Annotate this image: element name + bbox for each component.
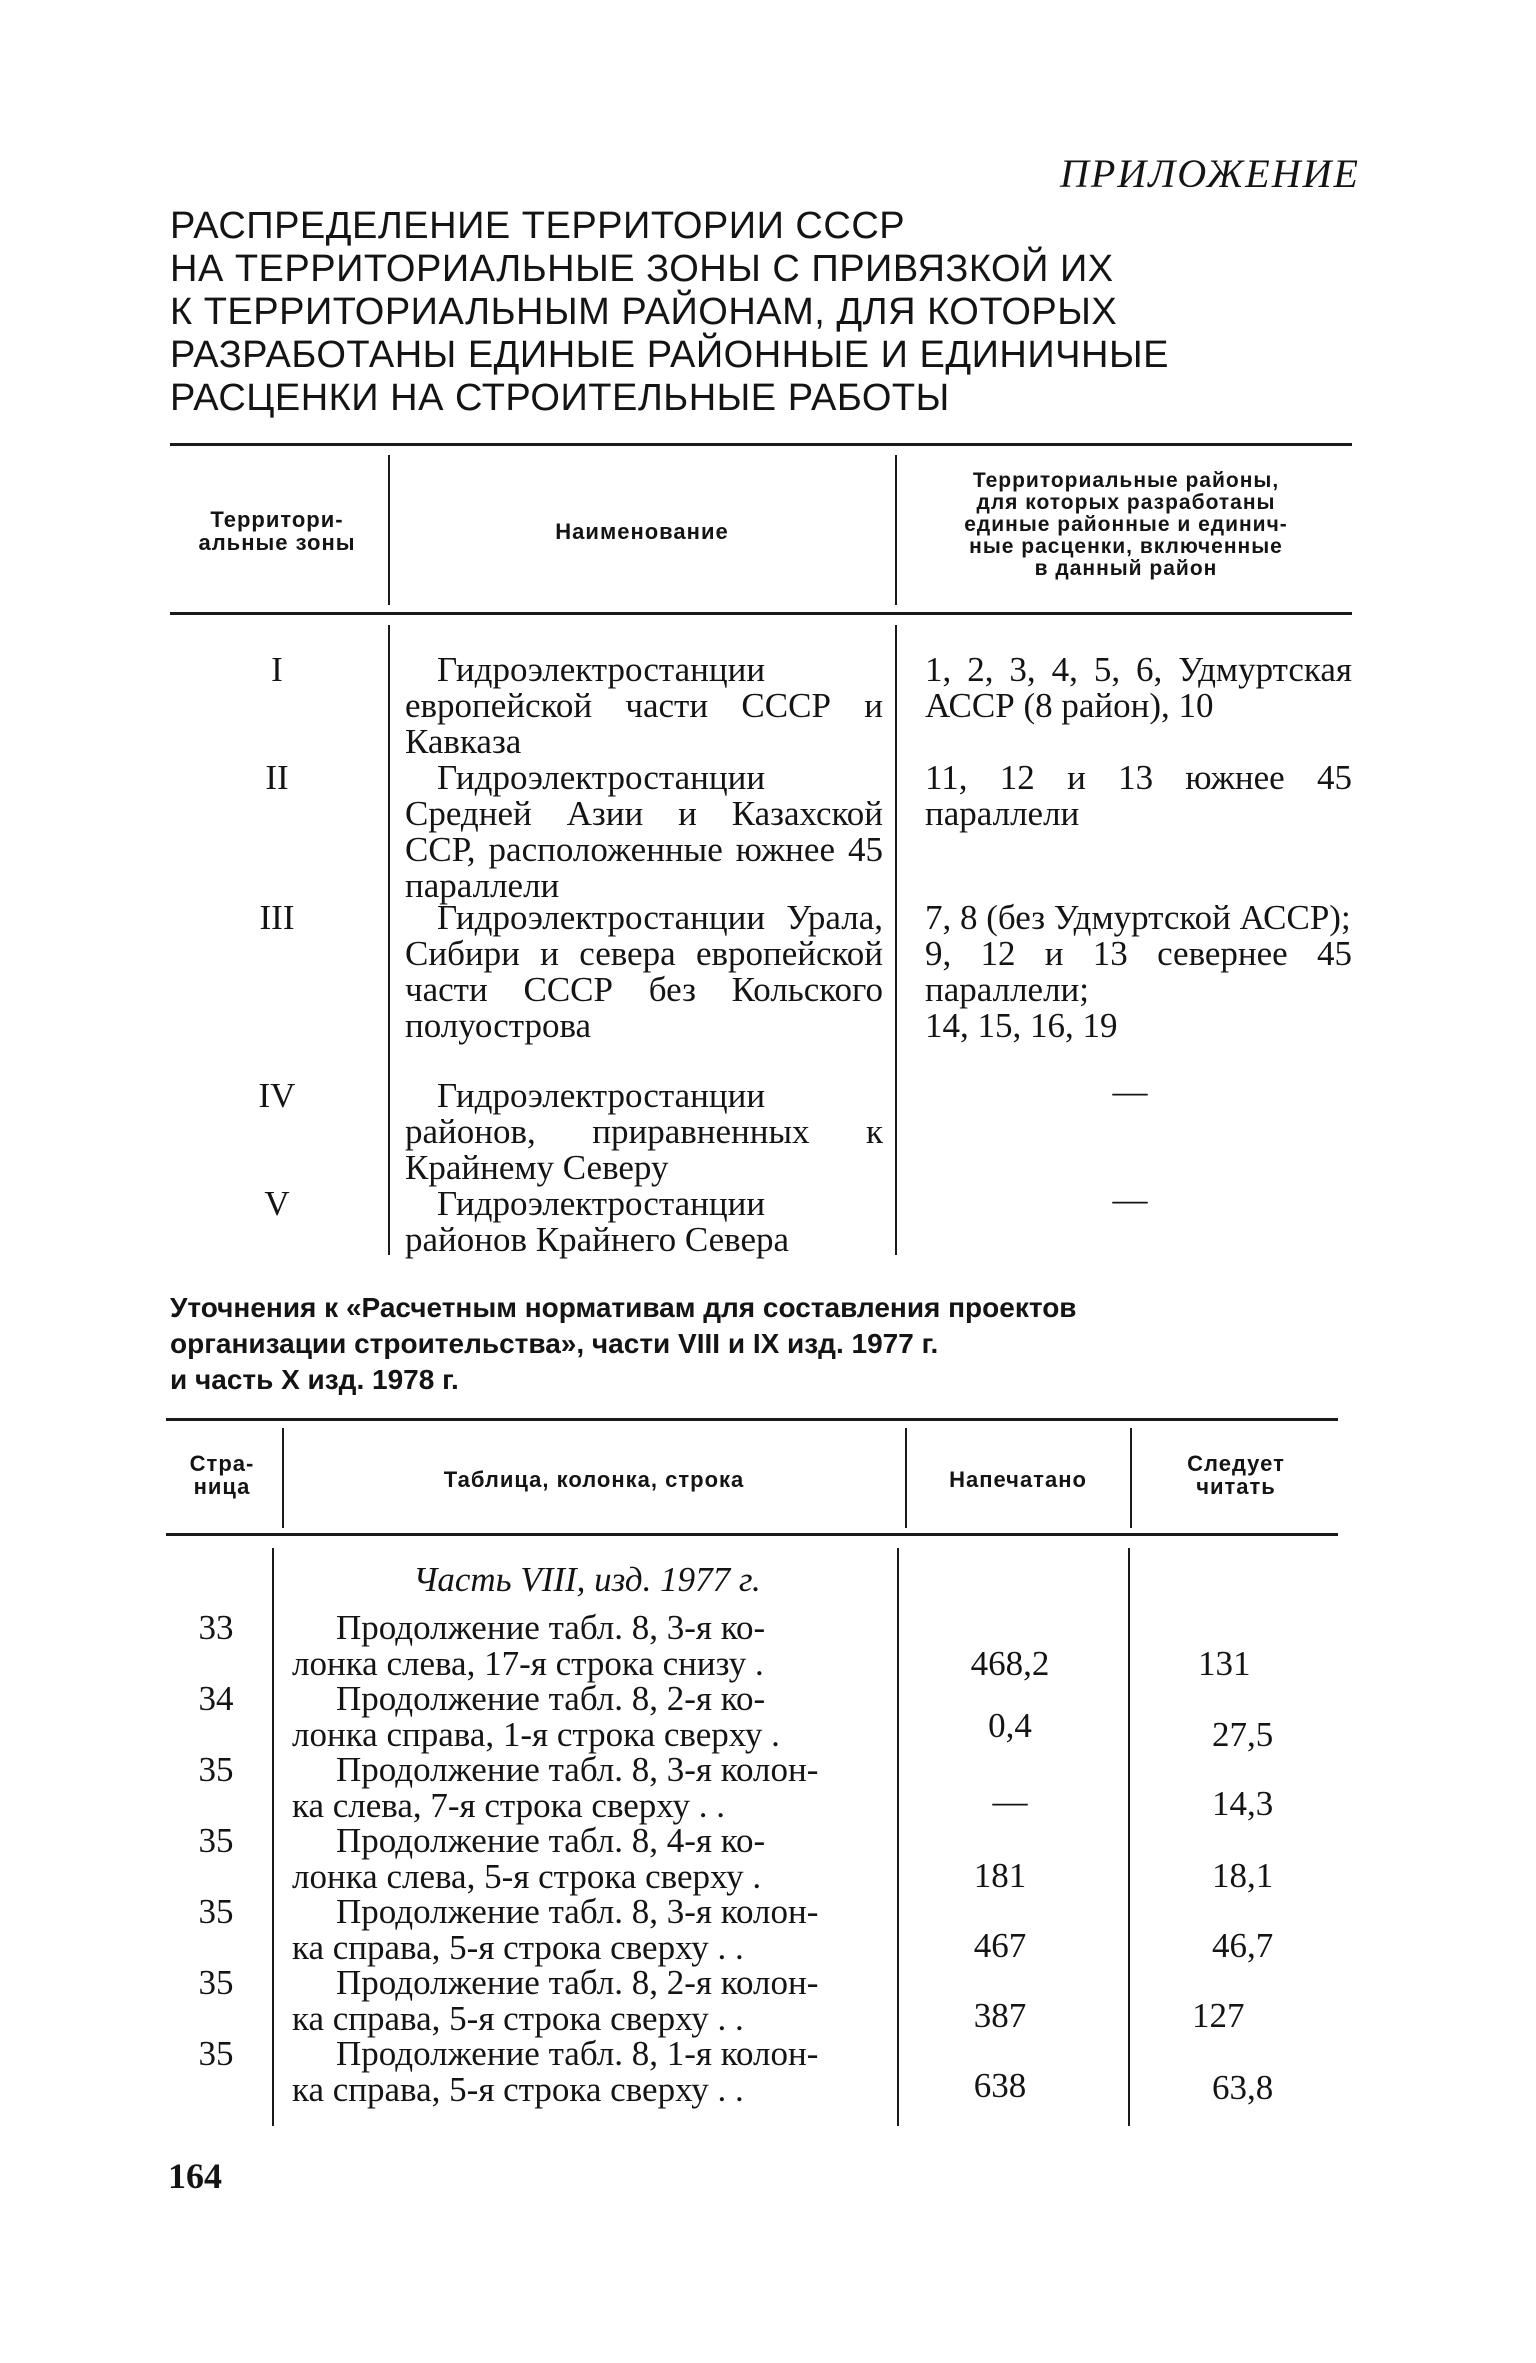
- errata-should-read: 46,7: [1212, 1926, 1274, 1965]
- column-divider: [895, 455, 897, 605]
- header-name: Наименование: [555, 519, 729, 544]
- errata-printed: 468,2: [970, 1644, 1050, 1683]
- location-line: Продолжение табл. 8, 2-я ко-: [336, 1679, 766, 1718]
- note-line: организации строительства», части VIII и IX изд. 1977 г.: [170, 1328, 939, 1359]
- errata-location: [292, 1965, 892, 2037]
- location-line: Продолжение табл. 8, 3-я колон-: [336, 1750, 819, 1789]
- title-line: РАСЦЕНКИ НА СТРОИТЕЛЬНЫЕ РАБОТЫ: [170, 377, 950, 419]
- errata-page: 34: [198, 1679, 234, 1718]
- location-line: Продолжение табл. 8, 1-я колон-: [336, 2034, 819, 2073]
- appendix-label: ПРИЛОЖЕНИЕ: [1060, 151, 1360, 196]
- zone-regions: 7, 8 (без Удмуртской АССР); 9, 12 и 13 севернее 45 параллели; 14, 15, 16, 19: [925, 898, 1352, 1045]
- page-number: 164: [168, 2156, 222, 2196]
- location-line: ка справа, 5-я строка сверху . .: [292, 2070, 744, 2109]
- location-line: лонка слева, 5-я строка сверху .: [292, 1857, 762, 1896]
- table-rule: [166, 1533, 1338, 1536]
- header-page: Стра- ница: [189, 1451, 255, 1499]
- errata-page: 35: [198, 1821, 234, 1860]
- location-line: Продолжение табл. 8, 4-я ко-: [336, 1821, 766, 1860]
- errata-note: [170, 1290, 1320, 1398]
- location-line: ка справа, 5-я строка сверху . .: [292, 1928, 744, 1967]
- column-divider: [895, 625, 897, 1255]
- page-title: [170, 205, 1370, 420]
- errata-location: [292, 1681, 892, 1753]
- errata-page: 35: [198, 2034, 234, 2073]
- errata-page: 35: [198, 1750, 234, 1789]
- header-regions: Территориальные районы, для которых разработаны единые районные и единич- ные расценки, включенные в данный район: [964, 469, 1288, 580]
- location-line: ка справа, 5-я строка сверху . .: [292, 1999, 744, 2038]
- location-line: лонка справа, 1-я строка сверху .: [292, 1715, 780, 1754]
- section-title: Часть VIII, изд. 1977 г.: [413, 1560, 761, 1599]
- errata-printed: 181: [973, 1856, 1027, 1895]
- errata-location: [292, 1610, 892, 1682]
- location-line: ка слева, 7-я строка сверху . .: [292, 1786, 725, 1825]
- errata-location: [292, 1752, 892, 1824]
- errata-printed: 638: [973, 2066, 1027, 2105]
- title-line: НА ТЕРРИТОРИАЛЬНЫЕ ЗОНЫ С ПРИВЯЗКОЙ ИХ: [170, 248, 1114, 290]
- errata-should-read: 14,3: [1212, 1784, 1274, 1823]
- errata-page: 35: [198, 1963, 234, 2002]
- location-line: Продолжение табл. 8, 2-я колон-: [336, 1963, 819, 2002]
- errata-should-read: 27,5: [1212, 1715, 1274, 1754]
- errata-should-read: 131: [1198, 1644, 1251, 1683]
- zone-regions: 1, 2, 3, 4, 5, 6, Удмуртская АССР (8 район), 10: [925, 650, 1352, 725]
- zone-name: Гидроэлектростанции районов, приравненных к Крайнему Северу: [405, 1076, 883, 1187]
- errata-should-read: 127: [1192, 1996, 1245, 2035]
- zone-number: IV: [258, 1076, 296, 1115]
- zone-number: I: [271, 650, 283, 689]
- header-should-read: Следует читать: [1187, 1451, 1285, 1499]
- column-divider: [282, 1428, 284, 1528]
- zone-regions: —: [1112, 1072, 1148, 1111]
- column-divider: [897, 1548, 899, 2126]
- column-divider: [1128, 1548, 1130, 2126]
- errata-printed: 387: [973, 1996, 1027, 2035]
- errata-should-read: 18,1: [1212, 1856, 1274, 1895]
- title-line: РАСПРЕДЕЛЕНИЕ ТЕРРИТОРИИ СССР: [170, 205, 906, 247]
- note-line: Уточнения к «Расчетным нормативам для составления проектов: [170, 1292, 1077, 1323]
- errata-page: 35: [198, 1892, 234, 1931]
- zone-number: II: [265, 758, 289, 797]
- errata-page: 33: [198, 1608, 234, 1647]
- zone-number: V: [264, 1184, 290, 1223]
- zone-regions: —: [1112, 1180, 1148, 1219]
- errata-printed: —: [992, 1782, 1028, 1821]
- errata-location: [292, 1894, 892, 1966]
- errata-printed: 0,4: [988, 1706, 1032, 1745]
- table-rule: [170, 443, 1352, 446]
- zone-regions: 11, 12 и 13 южнее 45 параллели: [925, 758, 1352, 833]
- column-divider: [388, 625, 390, 1255]
- header-zones: Территори- альные зоны: [198, 507, 356, 555]
- title-line: К ТЕРРИТОРИАЛЬНЫМ РАЙОНАМ, ДЛЯ КОТОРЫХ: [170, 291, 1118, 333]
- title-line: РАЗРАБОТАНЫ ЕДИНЫЕ РАЙОННЫЕ И ЕДИНИЧНЫЕ: [170, 334, 1169, 376]
- column-divider: [1130, 1428, 1132, 1528]
- note-line: и часть X изд. 1978 г.: [170, 1364, 459, 1395]
- header-location: Таблица, колонка, строка: [443, 1467, 745, 1492]
- errata-should-read: 63,8: [1212, 2068, 1274, 2107]
- errata-location: [292, 2036, 892, 2108]
- errata-location: [292, 1823, 892, 1895]
- zone-name: Гидроэлектростанции европейской части СССР и Кавказа: [405, 650, 883, 761]
- location-line: Продолжение табл. 8, 3-я ко-: [336, 1608, 766, 1647]
- column-divider: [905, 1428, 907, 1528]
- table-rule: [170, 612, 1352, 615]
- column-divider: [388, 455, 390, 605]
- zone-name: Гидроэлектростанции Урала, Сибири и севера европейской части СССР без Кольского полуострова: [405, 898, 883, 1045]
- header-printed: Напечатано: [949, 1467, 1087, 1492]
- zone-name: Гидроэлектростанции Средней Азии и Казахской ССР, расположенные южнее 45 параллели: [405, 758, 883, 905]
- zone-name: Гидроэлектростанции районов Крайнего Севера: [405, 1184, 790, 1259]
- column-divider: [272, 1548, 274, 2126]
- location-line: Продолжение табл. 8, 3-я колон-: [336, 1892, 819, 1931]
- errata-printed: 467: [973, 1926, 1027, 1965]
- zone-number: III: [259, 898, 295, 937]
- location-line: лонка слева, 17-я строка снизу .: [292, 1644, 764, 1683]
- table-rule: [166, 1418, 1338, 1421]
